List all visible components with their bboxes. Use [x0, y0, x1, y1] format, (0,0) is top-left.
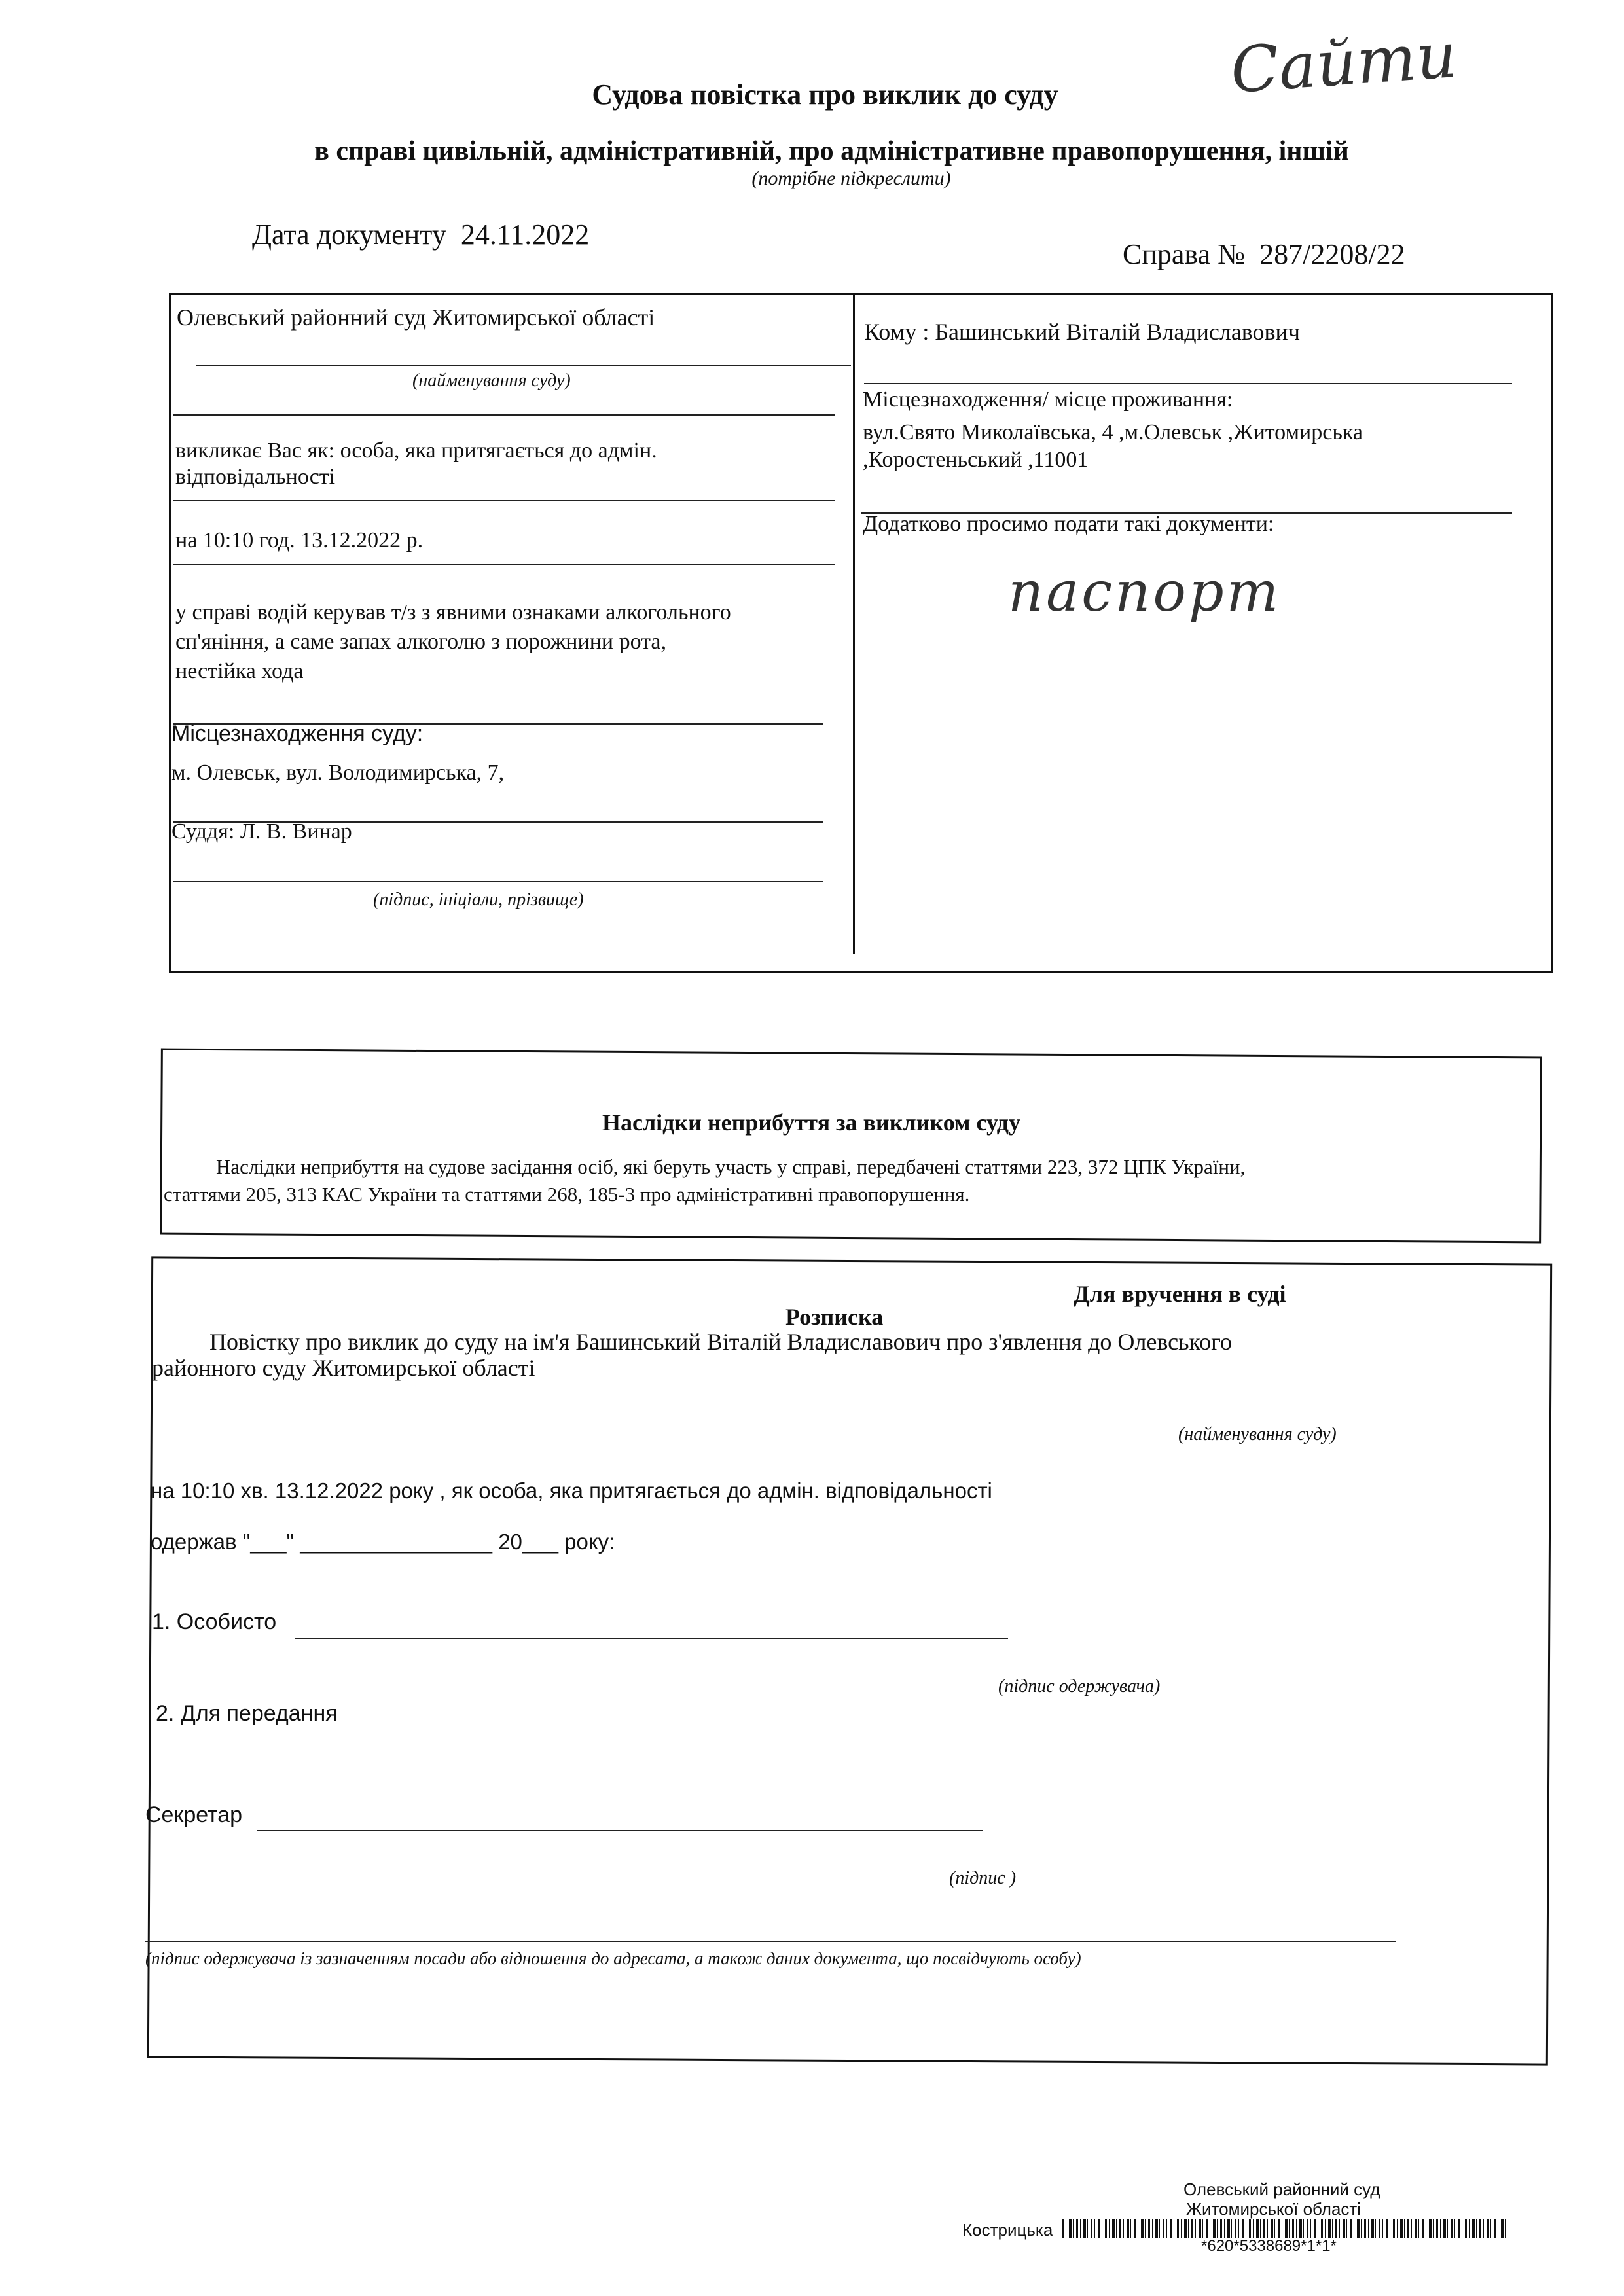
judge-signature-line — [173, 881, 823, 882]
receipt-secretary: Секретар — [145, 1803, 243, 1827]
court-location: м. Олевськ, вул. Володимирська, 7, — [171, 761, 505, 785]
document-date-label: Дата документу — [252, 219, 446, 251]
receipt-personally: 1. Особисто — [152, 1609, 277, 1634]
receipt-line1: Повістку про виклик до суду на ім'я Башинський Віталій Владиславович про з'явлення до Олевського — [209, 1329, 1233, 1355]
for-court-delivery: Для вручення в суді — [1074, 1281, 1286, 1307]
case-number — [1123, 237, 1405, 272]
summons-as-line2: відповідальності — [175, 465, 336, 489]
court-location-label: Місцезнаходження суду: — [171, 721, 424, 746]
receipt-footer-line[interactable] — [145, 1941, 1396, 1942]
documents-label: Додатково просимо подати такі документи: — [863, 512, 1274, 536]
handwritten-note: Сайти — [1228, 18, 1459, 107]
personally-signature-line[interactable] — [295, 1638, 1008, 1639]
document-date — [252, 217, 589, 253]
case-number-value: 287/2208/22 — [1259, 238, 1405, 270]
court-hint-line — [173, 414, 835, 416]
receipt-title: Розписка — [785, 1304, 884, 1330]
title-hint: (потрібне підкреслити) — [751, 168, 951, 189]
case-number-label: Справа № — [1123, 238, 1246, 270]
recipient-line — [864, 383, 1512, 384]
receipt-footer-hint: (підпис одержувача із зазначенням посади або відношення до адресата, а також даних документа, що посвідчують особу) — [145, 1948, 1081, 1968]
residence-label: Місцезнаходження/ місце проживання: — [863, 387, 1233, 412]
receipt-line2: районного суду Житомирської області — [152, 1355, 535, 1381]
receipt-for-transfer: 2. Для передання — [156, 1701, 338, 1726]
hearing-time-line — [173, 564, 835, 565]
consequences-text-line1: Наслідки неприбуття на судове засідання осіб, які беруть участь у справі, передбачені статтями 223, 372 ЦПК України, — [216, 1155, 1246, 1178]
consequences-box — [160, 1049, 1542, 1244]
judge-name: Суддя: Л. В. Винар — [171, 819, 352, 844]
summons-as-line1: викликає Вас як: особа, яка притягається до адмін. — [175, 439, 657, 463]
barcode-code: *620*5338689*1*1* — [1201, 2237, 1337, 2255]
case-subject-line2: сп'яніння, а саме запах алкоголю з порожнини рота, — [175, 630, 667, 654]
residence-line1: вул.Свято Миколаївська, 4 ,м.Олевськ ,Житомирська — [863, 420, 1363, 444]
receipt-received-line: одержав "___" ________________ 20___ року: — [151, 1530, 615, 1554]
documents-handwritten: паспорт — [1008, 560, 1282, 624]
residence-line2: ,Коростеньський ,11001 — [863, 448, 1089, 472]
court-name-hint: (найменування суду) — [412, 370, 571, 391]
recipient-signature-hint: (підпис одержувача) — [998, 1676, 1161, 1696]
hearing-time: на 10:10 год. 13.12.2022 р. — [175, 528, 424, 552]
case-subject-line3: нестійка хода — [175, 659, 304, 683]
stamp-court-line2: Житомирської області — [1186, 2199, 1362, 2219]
barcode — [1062, 2219, 1507, 2238]
case-subject-line1: у справі водій керував т/з з явними ознаками алкогольного — [175, 600, 731, 624]
summons-subtitle: в справі цивільній, адміністративній, про адміністративне правопорушення, іншій — [314, 136, 1349, 166]
recipient: Кому : Башинський Віталій Владиславович — [864, 319, 1300, 345]
consequences-text-line2: статтями 205, 313 КАС України та статтями 268, 185-3 про адміністративні правопорушення. — [164, 1183, 970, 1206]
document-date-value: 24.11.2022 — [460, 219, 590, 251]
secretary-signature-hint: (підпис ) — [949, 1868, 1017, 1888]
receipt-court-hint: (найменування суду) — [1178, 1424, 1337, 1444]
summons-as-line — [173, 500, 835, 501]
receipt-time-line: на 10:10 хв. 13.12.2022 року , як особа, яка притягається до адмін. відповідальності — [151, 1479, 992, 1503]
consequences-title: Наслідки неприбуття за викликом суду — [602, 1109, 1020, 1136]
stamp-clerk: Кострицька — [962, 2220, 1053, 2240]
column-divider — [853, 293, 855, 954]
court-name-line — [196, 365, 851, 366]
stamp-court-line1: Олевський районний суд — [1183, 2179, 1380, 2199]
secretary-signature-line[interactable] — [257, 1830, 983, 1831]
court-name: Олевський районний суд Житомирської області — [177, 304, 655, 331]
summons-title: Судова повістка про виклик до суду — [592, 79, 1058, 111]
judge-signature-hint: (підпис, ініціали, прізвище) — [373, 889, 584, 910]
